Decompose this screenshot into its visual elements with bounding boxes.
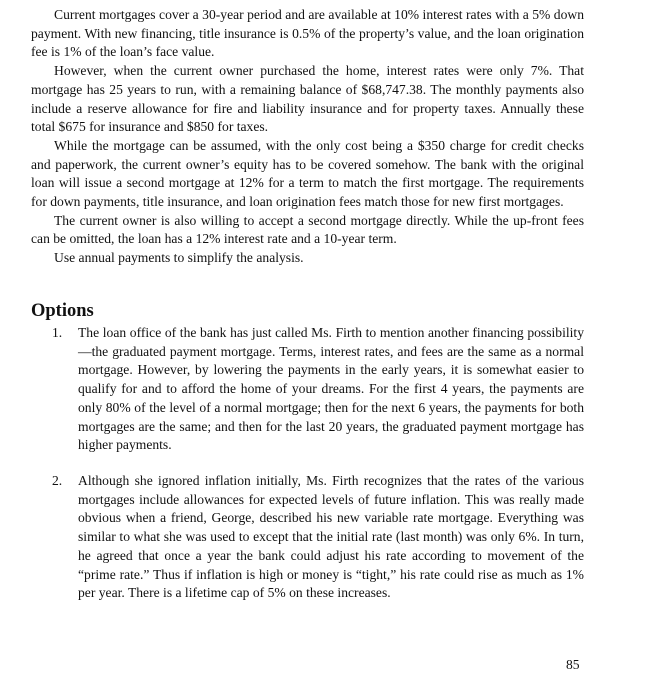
option-number: 2. <box>52 473 63 488</box>
paragraph-annual-payments: Use annual payments to simplify the analysis. <box>54 250 304 266</box>
paragraph-owner-financing: The current owner is also willing to accept a second mortgage directly. While the up-front fees can be omitted, the loan has a 12% interest rate and a 10-year term. <box>31 212 584 247</box>
option-item-2 <box>52 472 584 603</box>
body-text <box>31 6 584 268</box>
paragraph-current-mortgages: Current mortgages cover a 30-year period and are available at 10% interest rates with a 5% down payment. With new financing, title insurance is 0.5% of the property’s value, and the loan origination fee is 1% of the loan’s face value. <box>31 7 584 60</box>
options-heading: Options <box>31 301 94 321</box>
option-text: Although she ignored inflation initially, Ms. Firth recognizes that the rates of the various mortgages include allowances for expected levels of future inflation. This was really made obvious when a friend, George, described his new variable rate mortgage. Everything was similar to what she was used to except that the initial rate (last month) was only 6%. In turn, he agreed that once a year the bank could adjust his rate according to movement of the “prime rate.” Thus if inflation is high or money is “tight,” his rate could rise as much as 1% per year. There is a lifetime cap of 5% on these increases. <box>78 473 584 601</box>
page-number: 85 <box>566 657 580 672</box>
paragraph-assumption: While the mortgage can be assumed, with the only cost being a $350 charge for credit checks and paperwork, the current owner’s equity has to be covered somehow. The bank with the original loan will issue a second mortgage at 12% for a term to match the first mortgage. The requirements for down payments, title insurance, and loan origination fees match those for new first mortgages. <box>31 137 584 210</box>
option-item-1 <box>52 324 584 455</box>
option-text: The loan office of the bank has just called Ms. Firth to mention another financing possibility—the graduated payment mortgage. Terms, interest rates, and fees are the same as a normal mortgage. However, by lowering the payments in the early years, it is somewhat easier to qualify for and to afford the home of your dreams. For the first 4 years, the payments are only 80% of the level of a normal mortgage; then for the next 6 years, the payments for both mortgages are the same; and then for the last 20 years, the graduated payment mortgage has higher payments. <box>78 325 584 453</box>
paragraph-original-mortgage: However, when the current owner purchased the home, interest rates were only 7%. That mortgage has 25 years to run, with a remaining balance of $68,747.38. The monthly payments also include a reserve allowance for fire and liability insurance and for property taxes. Annually these total $675 for insurance and $850 for taxes. <box>31 63 584 135</box>
option-number: 1. <box>52 325 63 340</box>
